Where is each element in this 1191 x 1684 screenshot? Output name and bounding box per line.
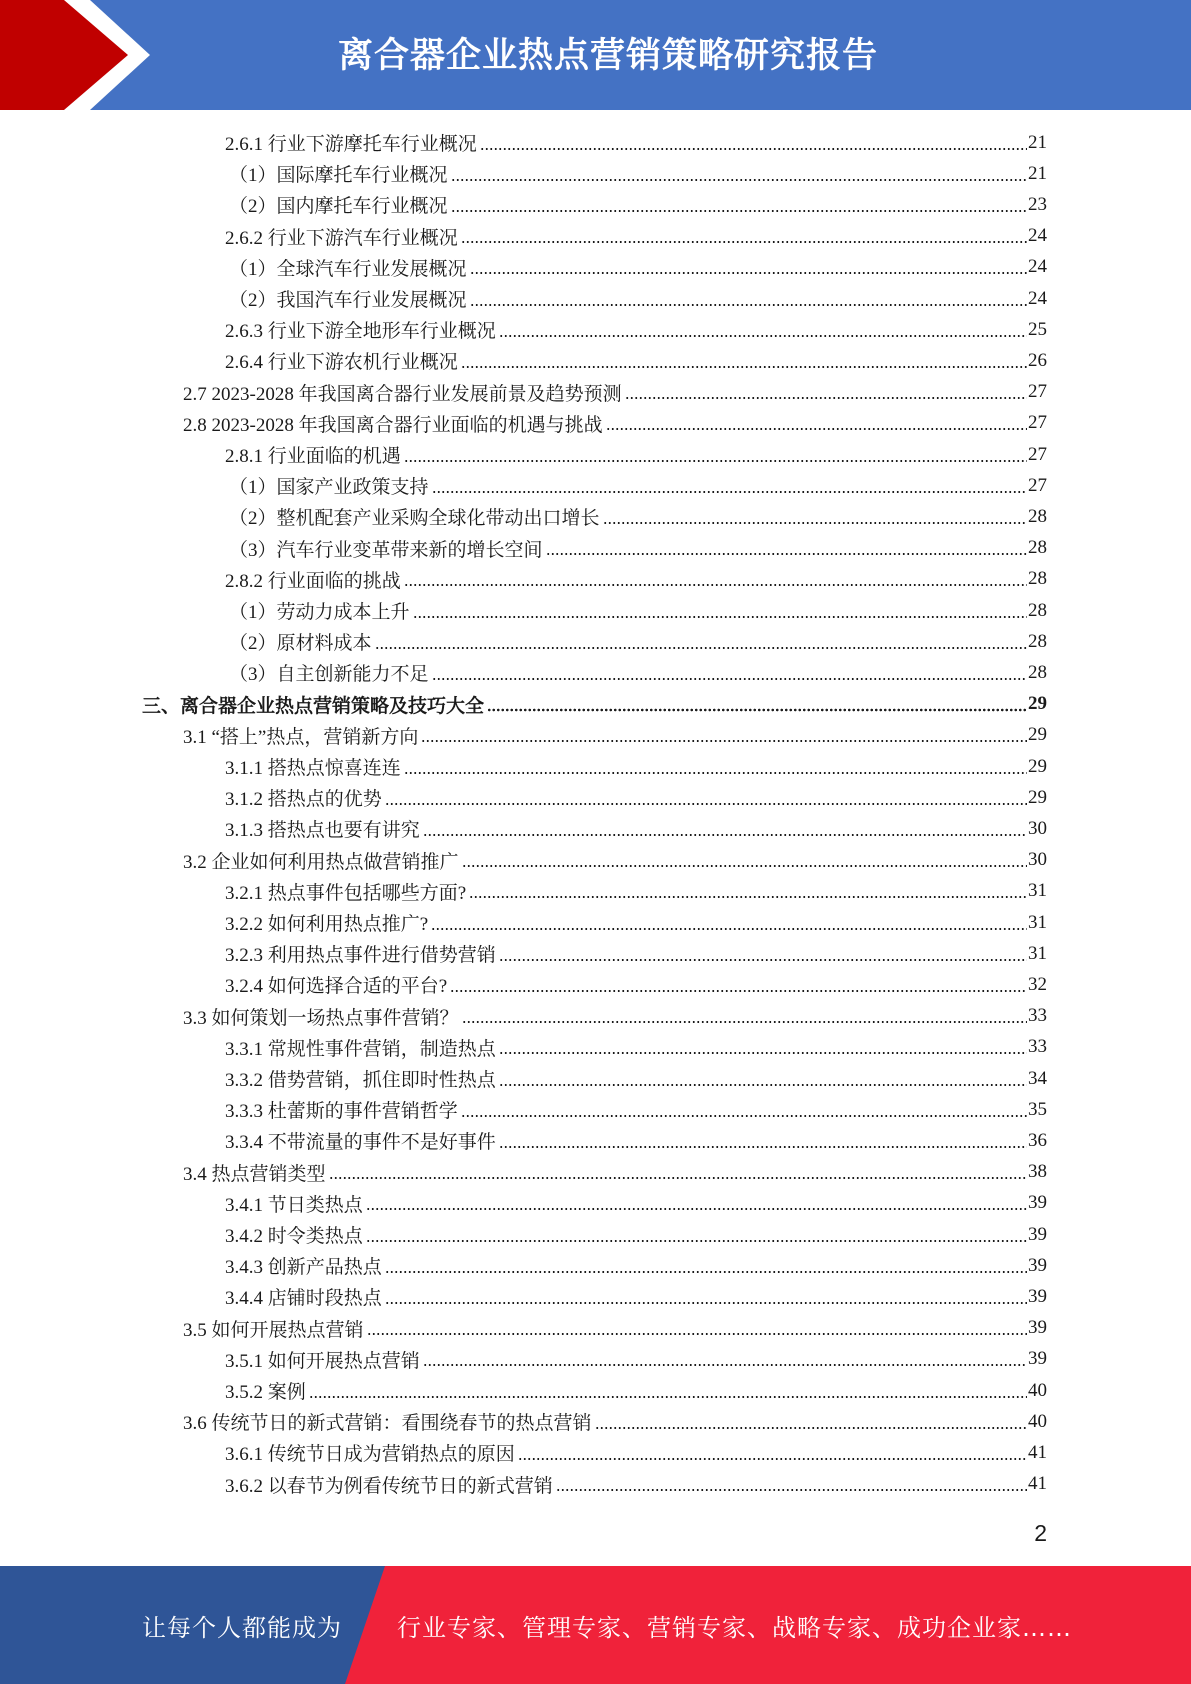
toc-entry-label: 2.8.2 行业面临的挑战 — [225, 570, 401, 592]
toc-dot-leader — [329, 1176, 1027, 1180]
toc-entry-label: （1）劳动力成本上升 — [229, 602, 410, 623]
toc-dot-leader — [499, 1083, 1027, 1087]
toc-entry-page: 40 — [1028, 1379, 1047, 1401]
toc-entry[interactable] — [225, 751, 1047, 782]
toc-dot-leader — [625, 396, 1027, 400]
toc-entry[interactable] — [225, 127, 1047, 158]
toc-entry[interactable] — [225, 1125, 1047, 1156]
toc-dot-leader — [432, 490, 1027, 494]
page-number: 2 — [1034, 1520, 1047, 1546]
toc-entry-label: 3.5 如何开展热点营销 — [183, 1319, 364, 1341]
toc-entry-page: 28 — [1028, 599, 1047, 621]
toc-dot-leader — [404, 583, 1027, 587]
toc-entry-label: 3.6.2 以春节为例看传统节日的新式营销 — [225, 1475, 553, 1497]
toc-entry-page: 26 — [1028, 349, 1047, 371]
toc-entry[interactable] — [225, 969, 1047, 1000]
toc-entry-label: 2.7 2023-2028 年我国离合器行业发展前景及趋势预测 — [183, 383, 622, 405]
toc-entry[interactable] — [183, 1001, 1047, 1032]
toc-dot-leader — [546, 552, 1027, 556]
toc-dot-leader — [385, 1270, 1027, 1274]
toc-entry[interactable] — [225, 221, 1047, 252]
toc-dot-leader — [423, 833, 1027, 837]
toc-entry-page: 29 — [1028, 724, 1047, 746]
toc-entry-label: 2.8.1 行业面临的机遇 — [225, 446, 401, 467]
toc-entry-label: 3.1 “搭上”热点，营销新方向 — [183, 726, 419, 748]
toc-entry-label: 3.6 传统节日的新式营销：看围绕春节的热点营销 — [183, 1413, 592, 1435]
toc-entry-page: 41 — [1028, 1441, 1047, 1463]
toc-entry-page: 32 — [1028, 973, 1047, 995]
toc-entry[interactable] — [225, 439, 1047, 470]
toc-entry[interactable] — [225, 1188, 1047, 1219]
toc-entry[interactable] — [225, 564, 1047, 595]
toc-dot-leader — [423, 1363, 1027, 1367]
toc-entry-page: 33 — [1028, 1036, 1047, 1058]
toc-entry-label: 3.1.1 搭热点惊喜连连 — [225, 758, 401, 779]
toc-entry[interactable] — [225, 1375, 1047, 1406]
toc-entry[interactable] — [225, 813, 1047, 844]
toc-dot-leader — [487, 708, 1027, 712]
toc-entry-page: 27 — [1028, 412, 1047, 434]
toc-dot-leader — [385, 802, 1027, 806]
toc-dot-leader — [432, 677, 1027, 681]
toc-dot-leader — [367, 1332, 1027, 1336]
toc-dot-leader — [404, 771, 1027, 775]
toc-entry-label: 2.8 2023-2028 年我国离合器行业面临的机遇与挑战 — [183, 414, 603, 436]
toc-entry-page: 28 — [1028, 661, 1047, 683]
report-footer — [0, 1566, 1191, 1684]
toc-entry[interactable] — [229, 533, 1047, 564]
toc-entry-label: 3.2 企业如何利用热点做营销推广 — [183, 851, 459, 873]
toc-entry[interactable] — [225, 1250, 1047, 1281]
toc-entry-page: 30 — [1028, 849, 1047, 871]
toc-dot-leader — [461, 1114, 1027, 1118]
toc-dot-leader — [499, 1051, 1027, 1055]
toc-entry[interactable] — [183, 1313, 1047, 1344]
toc-entry-label: （2）国内摩托车行业概况 — [229, 196, 448, 218]
toc-entry-page: 29 — [1028, 693, 1047, 715]
toc-dot-leader — [470, 303, 1027, 307]
toc-entry[interactable] — [225, 782, 1047, 813]
toc-entry[interactable] — [225, 345, 1047, 376]
toc-dot-leader — [451, 178, 1027, 182]
toc-dot-leader — [469, 895, 1027, 899]
toc-entry-label: （2）原材料成本 — [229, 633, 372, 655]
toc-entry-page: 28 — [1028, 568, 1047, 590]
toc-entry[interactable] — [225, 876, 1047, 907]
toc-entry[interactable] — [183, 1406, 1047, 1437]
toc-entry-page: 39 — [1028, 1348, 1047, 1370]
toc-entry-label: 2.6.4 行业下游农机行业概况 — [225, 352, 458, 374]
toc-dot-leader — [556, 1488, 1027, 1492]
toc-dot-leader — [461, 240, 1027, 244]
toc-entry[interactable] — [142, 689, 1047, 720]
toc-dot-leader — [470, 271, 1027, 275]
toc-entry[interactable] — [225, 1344, 1047, 1375]
toc-dot-leader — [431, 927, 1027, 931]
toc-entry-label: 3.1.2 搭热点的优势 — [225, 789, 382, 811]
toc-entry-label: 3.3.3 杜蕾斯的事件营销哲学 — [225, 1101, 458, 1123]
toc-entry-page: 39 — [1028, 1317, 1047, 1339]
toc-entry-page: 31 — [1028, 942, 1047, 964]
toc-dot-leader — [385, 1301, 1027, 1305]
toc-entry[interactable] — [229, 283, 1047, 314]
footer-slogan-right: 行业专家、管理专家、营销专家、战略专家、成功企业家…… — [397, 1613, 1072, 1642]
toc-entry[interactable] — [225, 314, 1047, 345]
toc-entry[interactable] — [229, 252, 1047, 283]
toc-entry-label: 3.2.1 热点事件包括哪些方面? — [225, 882, 467, 904]
toc-dot-leader — [499, 1145, 1027, 1149]
toc-dot-leader — [309, 1395, 1027, 1399]
toc-entry-label: 3.5.1 如何开展热点营销 — [225, 1350, 420, 1372]
report-title: 离合器企业热点营销策略研究报告 — [337, 36, 878, 76]
toc-entry-label: 3.2.3 利用热点事件进行借势营销 — [225, 945, 496, 967]
toc-dot-leader — [499, 334, 1027, 338]
toc-entry-page: 35 — [1028, 1098, 1047, 1120]
toc-entry-page: 23 — [1028, 193, 1047, 215]
toc-entry[interactable] — [229, 189, 1047, 220]
toc-entry-page: 27 — [1028, 443, 1047, 465]
toc-entry[interactable] — [225, 1469, 1047, 1500]
toc-entry[interactable] — [225, 1032, 1047, 1063]
toc-entry[interactable] — [183, 720, 1047, 751]
toc-dot-leader — [404, 459, 1027, 463]
toc-entry-label: （2）我国汽车行业发展概况 — [229, 290, 467, 311]
toc-entry-label: （3）汽车行业变革带来新的增长空间 — [229, 539, 543, 561]
toc-dot-leader — [375, 646, 1027, 650]
toc-entry-page: 24 — [1028, 225, 1047, 247]
toc-entry-label: 3.3.4 不带流量的事件不是好事件 — [225, 1132, 496, 1154]
toc-entry-page: 21 — [1028, 162, 1047, 184]
toc-entry[interactable] — [229, 626, 1047, 657]
toc-entry-page: 27 — [1028, 381, 1047, 403]
toc-entry-page: 28 — [1028, 505, 1047, 527]
toc-entry[interactable] — [229, 158, 1047, 189]
toc-dot-leader — [606, 427, 1027, 431]
toc-dot-leader — [366, 1207, 1027, 1211]
toc-entry-page: 31 — [1028, 911, 1047, 933]
toc-entry-page: 36 — [1028, 1129, 1047, 1151]
toc-entry-label: 3.5.2 案例 — [225, 1382, 306, 1403]
toc-dot-leader — [450, 989, 1027, 993]
toc-entry[interactable] — [183, 377, 1047, 408]
toc-entry-page: 31 — [1028, 880, 1047, 902]
toc-entry-page: 41 — [1028, 1473, 1047, 1495]
toc-entry-page: 28 — [1028, 630, 1047, 652]
toc-entry-label: （1）国家产业政策支持 — [229, 477, 429, 499]
toc-dot-leader — [595, 1426, 1027, 1430]
toc-entry[interactable] — [225, 938, 1047, 969]
toc-dot-leader — [603, 521, 1027, 525]
toc-entry-label: 3.2.4 如何选择合适的平台? — [225, 976, 448, 998]
toc-dot-leader — [480, 147, 1027, 151]
toc-entry-label: 3.2.2 如何利用热点推广? — [225, 914, 429, 935]
toc-entry-label: （3）自主创新能力不足 — [229, 664, 429, 686]
toc-dot-leader — [366, 1239, 1027, 1243]
toc-entry-label: 2.6.2 行业下游汽车行业概况 — [225, 227, 458, 249]
toc-entry-page: 33 — [1028, 1005, 1047, 1027]
toc-entry[interactable] — [225, 907, 1047, 938]
footer-slogan-left: 让每个人都能成为 — [142, 1613, 342, 1642]
toc-dot-leader — [462, 864, 1027, 868]
toc-dot-leader — [462, 1020, 1027, 1024]
toc-entry-label: 3.4.4 店铺时段热点 — [225, 1288, 382, 1310]
toc-entry-page: 39 — [1028, 1192, 1047, 1214]
toc-entry[interactable] — [229, 470, 1047, 501]
report-header — [0, 0, 1191, 110]
toc-entry-label: 3.3 如何策划一场热点事件营销？ — [183, 1007, 459, 1029]
toc-entry-label: （1）全球汽车行业发展概况 — [229, 258, 467, 280]
toc-entry-page: 39 — [1028, 1254, 1047, 1276]
toc-entry[interactable] — [225, 1094, 1047, 1125]
toc-entry-label: 3.3.1 常规性事件营销，制造热点 — [225, 1038, 496, 1060]
toc-entry-label: 2.6.3 行业下游全地形车行业概况 — [225, 321, 496, 343]
toc-entry[interactable] — [183, 408, 1047, 439]
toc-entry-page: 34 — [1028, 1067, 1047, 1089]
toc-entry-label: 3.1.3 搭热点也要有讲究 — [225, 820, 420, 842]
toc-entry[interactable] — [229, 501, 1047, 532]
toc-entry-page: 24 — [1028, 287, 1047, 309]
toc-entry-label: 3.4.3 创新产品热点 — [225, 1257, 382, 1279]
toc-entry-page: 40 — [1028, 1410, 1047, 1432]
toc-entry-page: 24 — [1028, 256, 1047, 278]
toc-entry[interactable] — [225, 1437, 1047, 1468]
toc-entry[interactable] — [229, 595, 1047, 626]
toc-entry-page: 30 — [1028, 817, 1047, 839]
toc-entry-label: 3.6.1 传统节日成为营销热点的原因 — [225, 1444, 515, 1466]
toc-entry-page: 39 — [1028, 1223, 1047, 1245]
toc-entry-page: 27 — [1028, 474, 1047, 496]
toc-entry-label: 3.4.1 节日类热点 — [225, 1194, 363, 1216]
toc-entry-page: 29 — [1028, 786, 1047, 808]
toc-entry[interactable] — [225, 1281, 1047, 1312]
toc-dot-leader — [421, 739, 1027, 743]
toc-entry-label: 3.3.2 借势营销，抓住即时性热点 — [225, 1070, 496, 1091]
toc-entry-page: 29 — [1028, 755, 1047, 777]
toc-entry-page: 21 — [1028, 131, 1047, 153]
toc-entry[interactable] — [229, 657, 1047, 688]
toc-entry-page: 38 — [1028, 1161, 1047, 1183]
toc-entry-page: 25 — [1028, 318, 1047, 340]
toc-entry-page: 39 — [1028, 1285, 1047, 1307]
toc-entry-label: （2）整机配套产业采购全球化带动出口增长 — [229, 508, 600, 530]
toc-dot-leader — [413, 615, 1027, 619]
toc-entry-label: （1）国际摩托车行业概况 — [229, 165, 448, 187]
toc-dot-leader — [518, 1457, 1027, 1461]
toc-entry-label: 3.4.2 时令类热点 — [225, 1226, 363, 1247]
toc-entry-label: 2.6.1 行业下游摩托车行业概况 — [225, 134, 477, 155]
toc-entry-page: 28 — [1028, 537, 1047, 559]
toc-dot-leader — [451, 209, 1027, 213]
toc-entry-label: 三、离合器企业热点营销策略及技巧大全 — [142, 695, 485, 717]
toc-entry-label: 3.4 热点营销类型 — [183, 1163, 326, 1185]
toc-entry[interactable] — [225, 1063, 1047, 1094]
toc-dot-leader — [499, 958, 1027, 962]
toc-dot-leader — [461, 365, 1027, 369]
toc-entry[interactable] — [183, 1157, 1047, 1188]
toc-entry[interactable] — [225, 1219, 1047, 1250]
toc-entry[interactable] — [183, 845, 1047, 876]
